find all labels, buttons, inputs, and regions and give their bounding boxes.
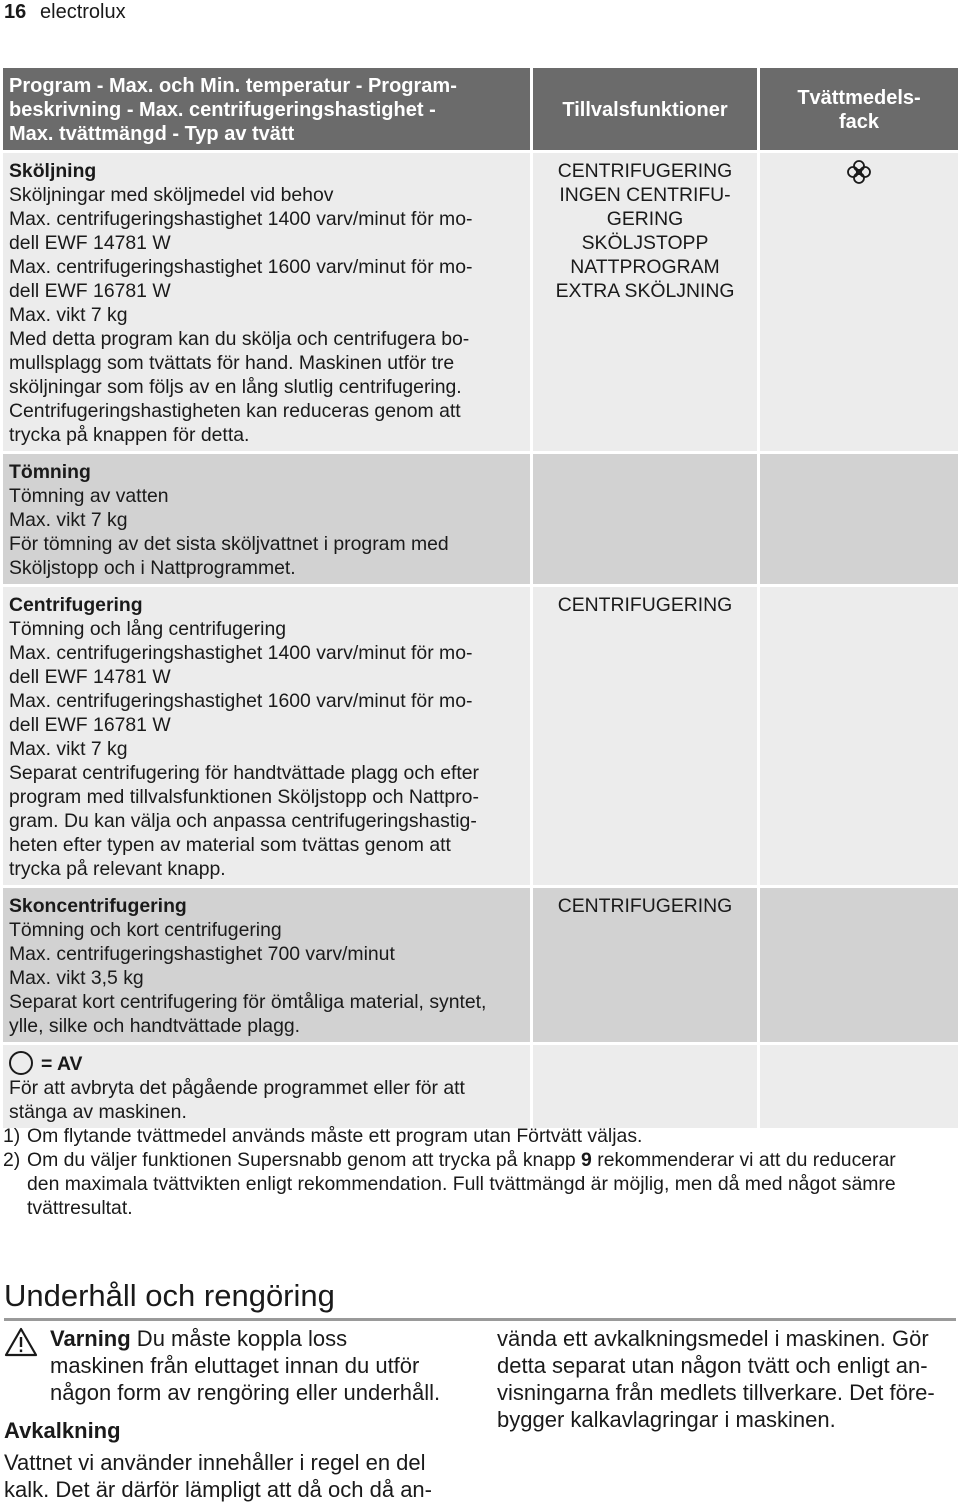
footnotes [3, 1124, 958, 1220]
program-title: Tömning [9, 461, 91, 483]
table-row [3, 1045, 958, 1131]
program-description: Skoncentrifugering Tömning och kort centrifugering Max. centrifugeringshastighet 700 varv/minut Max. vikt 3,5 kg Separat kort centrifugering för ömtåliga material, syntet, ylle, silke och handtvättade plagg. [3, 888, 533, 1045]
header-options: Tillvalsfunktioner [533, 68, 760, 153]
subheading-descaling: Avkalkning [4, 1418, 121, 1443]
footnote: 2) Om du väljer funktionen Supersnabb genom att trycka på knapp 9 rekommenderar vi att du reducerar den maximala tvättvikten enligt rekommendation. Full tvättmängd är möjlig, men då med något sämre tvättresultat. [3, 1149, 896, 1219]
right-column: vända ett avkalkningsmedel i maskinen. Gör detta separat utan någon tvätt och enligt an- visningarna från medlets tillverkare. Det före- bygger kalkavlagringar i maskinen. [497, 1326, 935, 1432]
program-detergent [760, 1045, 958, 1131]
program-title: Centrifugering [9, 594, 143, 616]
section-title: Underhåll och rengöring [4, 1276, 956, 1321]
program-detergent [760, 888, 958, 1045]
warning-block: Varning Du måste koppla loss maskinen från eluttaget innan du utför någon form av rengöring eller underhåll. [4, 1325, 474, 1406]
header-detergent: Tvättmedels- fack [760, 68, 958, 153]
program-options: CENTRIFUGERING INGEN CENTRIFU- GERING SKÖLJSTOPP NATTPROGRAM EXTRA SKÖLJNING [533, 153, 760, 454]
table-row [3, 454, 958, 587]
footnote: 1) Om flytande tvättmedel används måste ett program utan Förtvätt väljas. [3, 1125, 643, 1147]
program-detergent [760, 153, 958, 454]
table-row [3, 587, 958, 888]
table-header-row [3, 68, 958, 153]
descaling-text-left: Vattnet vi använder innehåller i regel en del kalk. Det är därför lämpligt att då och då an- [4, 1450, 432, 1502]
program-description: Tömning Tömning av vatten Max. vikt 7 kg För tömning av det sista sköljvattnet i program med Sköljstopp och i Nattprogrammet. [3, 454, 533, 587]
program-description: Centrifugering Tömning och lång centrifugering Max. centrifugeringshastighet 1400 varv/minut för mo- dell EWF 14781 W Max. centrifugeringshastighet 1600 varv/minut för mo- dell EWF 16781 W Max. vikt 7 kg Separat centrifugering för handtvättade plagg och efter program med tillvalsfunktionen Sköljstopp och Nattpro- gram. Du kan välja och anpassa centrifugeringshastig- heten efter typen av material som tvättas genom att trycka på relevant knapp. [3, 587, 533, 888]
program-options: CENTRIFUGERING [533, 888, 760, 1045]
program-detergent [760, 454, 958, 587]
program-title: Sköljning [9, 160, 97, 182]
warning-label: Varning [50, 1326, 131, 1351]
program-options [533, 454, 760, 587]
left-column [4, 1325, 474, 1503]
maintenance-section [4, 1276, 956, 1321]
fabric-softener-flower-icon [846, 159, 872, 185]
program-description: Sköljning Sköljningar med sköljmedel vid behov Max. centrifugeringshastighet 1400 varv/minut för mo- dell EWF 14781 W Max. centrifugeringshastighet 1600 varv/minut för mo- dell EWF 16781 W Max. vikt 7 kg Med detta program kan du skölja och centrifugera bo- mullsplagg som tvättats för hand. Maskinen utför tre sköljningar som följs av en lång slutlig centrifugering. Centrifugeringshastigheten kan reduceras genom att trycka på knappen för detta. [3, 153, 533, 454]
program-detergent [760, 587, 958, 888]
page-header [0, 0, 960, 24]
header-program: Program - Max. och Min. temperatur - Program- beskrivning - Max. centrifugeringshastighet - Max. tvättmängd - Typ av tvätt [3, 68, 533, 153]
page-number: 16 [4, 1, 27, 23]
program-options: CENTRIFUGERING [533, 587, 760, 888]
warning-triangle-icon [4, 1327, 38, 1357]
program-options [533, 1045, 760, 1131]
program-title: Skoncentrifugering [9, 895, 187, 917]
brand-name: electrolux [40, 1, 126, 23]
table-row [3, 888, 958, 1045]
program-table [3, 68, 958, 1131]
program-title: = AV [41, 1053, 83, 1075]
off-circle-icon [9, 1051, 33, 1075]
program-description: = AV För att avbryta det pågående programmet eller för att stänga av maskinen. [3, 1045, 533, 1131]
table-row [3, 153, 958, 454]
